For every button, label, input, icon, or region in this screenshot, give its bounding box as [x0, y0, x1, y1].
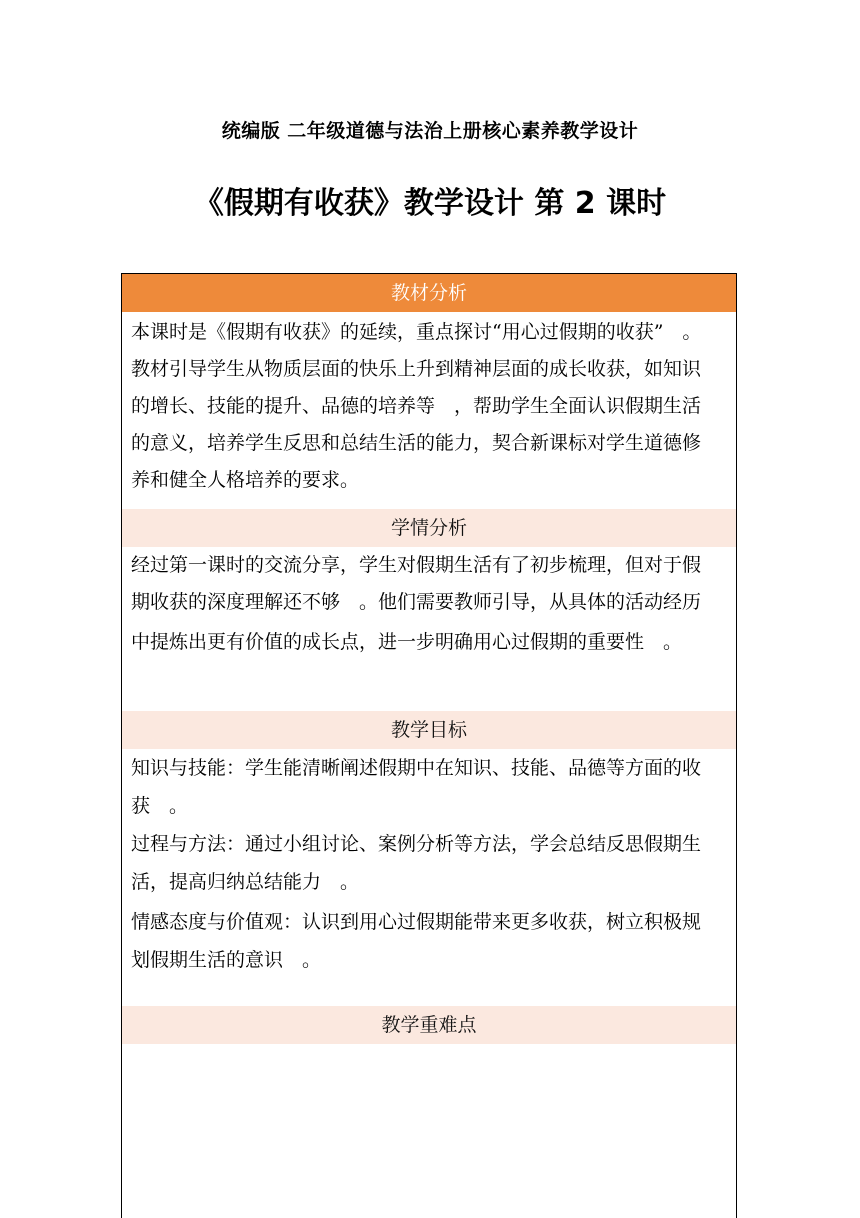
- text-line: 活，提高归纳总结能力 。: [131, 871, 360, 893]
- lesson-table: [121, 273, 737, 1218]
- text-line: 知识与技能：学生能清晰阐述假期中在知识、技能、品德等方面的收: [131, 757, 702, 779]
- text-line: 的意义，培养学生反思和总结生活的能力，契合新课标对学生道德修: [131, 432, 702, 454]
- text-line: 划假期生活的意识 。: [131, 949, 322, 971]
- text-line: 中提炼出更有价值的成长点，进一步明确用心过假期的重要性 。: [131, 631, 683, 653]
- text-line: 本课时是《假期有收获》的延续，重点探讨“用心过假期的收获” 。: [131, 321, 702, 343]
- text-line: 获 。: [131, 795, 189, 817]
- text-line: 情感态度与价值观：认识到用心过假期能带来更多收获，树立积极规: [131, 911, 702, 933]
- text-line: 期收获的深度理解还不够 。他们需要教师引导，从具体的活动经历: [131, 591, 702, 613]
- text-line: 过程与方法：通过小组讨论、案例分析等方法，学会总结反思假期生: [131, 833, 702, 855]
- text-line: 的增长、技能的提升、品德的培养等 ，帮助学生全面认识假期生活: [131, 395, 702, 417]
- section-header-teaching-objectives: 教学目标: [122, 711, 736, 749]
- text-line: 养和健全人格培养的要求。: [131, 469, 360, 491]
- text-line: 教材引导学生从物质层面的快乐上升到精神层面的成长收获，如知识: [131, 358, 702, 380]
- document-title: 《假期有收获》教学设计 第 2 课时: [193, 186, 667, 221]
- section-header-key-difficult-points: 教学重难点: [122, 1006, 736, 1044]
- section-header-textbook-analysis: 教材分析: [122, 274, 736, 312]
- text-line: 经过第一课时的交流分享，学生对假期生活有了初步梳理，但对于假: [131, 554, 702, 576]
- section-header-student-analysis: 学情分析: [122, 509, 736, 547]
- document-subtitle: 统编版 二年级道德与法治上册核心素养教学设计: [221, 120, 639, 142]
